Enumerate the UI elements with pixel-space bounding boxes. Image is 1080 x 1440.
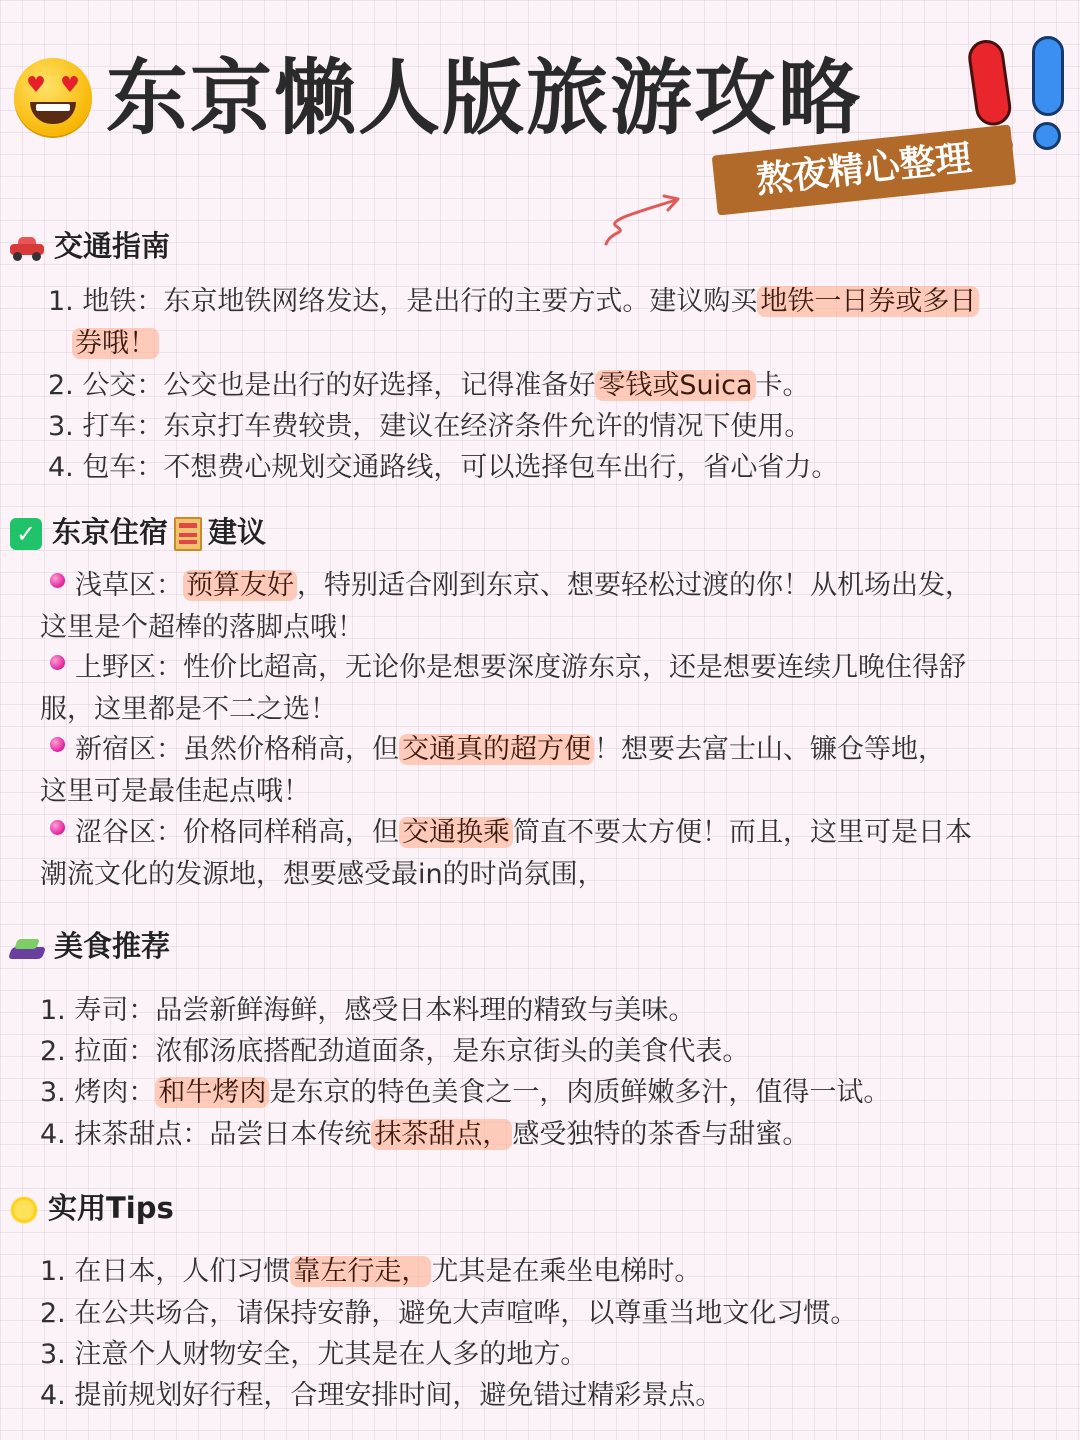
blue-exclamation-icon [1024, 36, 1068, 148]
check-icon: ✓ [10, 518, 42, 550]
section-heading-food: 美食推荐 [10, 926, 170, 966]
list-item: 浅草区： 预算友好 ，特别适合刚到东京、想要轻松过渡的你！从机场出发， [50, 566, 972, 606]
list-item: 2. 拉面：浓郁汤底搭配劲道面条，是东京街头的美食代表。 [40, 1036, 750, 1067]
list-item-continued [72, 324, 159, 364]
food-icon [10, 935, 44, 961]
list-item: 3. 打车：东京打车费较贵，建议在经济条件允许的情况下使用。 [48, 411, 812, 442]
list-item: 2. 在公共场合，请保持安静，避免大声喧哗，以尊重当地文化习惯。 [40, 1298, 858, 1329]
list-item: 1. 寿司：品尝新鲜海鲜，感受日本料理的精致与美味。 [40, 995, 696, 1026]
pin-icon [50, 573, 65, 588]
list-item: 3. 注意个人财物安全，尤其是在人多的地方。 [40, 1339, 588, 1370]
section-heading-tips: 实用Tips [10, 1188, 174, 1228]
heart-eyes-emoji-icon: ♥ ♥ [14, 58, 92, 136]
list-item: 4. 包车：不想费心规划交通路线，可以选择包车出行，省心省力。 [48, 452, 839, 483]
list-item: 4. 抹茶甜点：品尝日本传统 抹茶甜点， 感受独特的茶香与甜蜜。 [40, 1119, 810, 1150]
highlight: 地铁一日券或多日 [757, 286, 979, 317]
section-heading-transport: 交通指南 [10, 226, 170, 266]
list-item-continued: 这里是个超棒的落脚点哦！ [40, 612, 364, 643]
highlight: 预算友好 [183, 570, 297, 601]
pin-icon [50, 737, 65, 752]
highlight: 抹茶甜点， [371, 1119, 512, 1150]
list-item: 涩谷区：价格同样稍高，但 交通换乘 简直不要太方便！而且，这里可是日本 [50, 813, 972, 853]
list-item: 1. 地铁：东京地铁网络发达，是出行的主要方式。建议购买 地铁一日券或多日 [48, 282, 979, 322]
pin-icon [50, 655, 65, 670]
sun-icon [10, 1196, 38, 1224]
list-item-continued: 潮流文化的发源地，想要感受最in的时尚氛围， [40, 859, 605, 890]
arrow-doodle-icon [598, 190, 688, 250]
list-item-continued: 这里可是最佳起点哦！ [40, 776, 310, 807]
highlight: 交通真的超方便 [399, 734, 594, 765]
section-heading-lodging: ✓ 东京住宿 建议 [10, 512, 266, 552]
pin-icon [50, 820, 65, 835]
list-item: 2. 公交：公交也是出行的好选择，记得准备好 零钱或Suica 卡。 [48, 370, 810, 401]
list-item-continued: 服，这里都是不二之选！ [40, 694, 337, 725]
list-item: 1. 在日本，人们习惯 靠左行走， 尤其是在乘坐电梯时。 [40, 1256, 702, 1287]
highlight: 零钱或Suica [595, 370, 755, 401]
list-item: 3. 烤肉： 和牛烤肉 是东京的特色美食之一，肉质鲜嫩多汁，值得一试。 [40, 1077, 891, 1108]
list-item: 新宿区：虽然价格稍高，但 交通真的超方便 ！想要去富士山、镰仓等地， [50, 730, 945, 770]
page-title: 东京懒人版旅游攻略 [106, 51, 863, 146]
highlight: 券哦！ [72, 328, 159, 359]
car-icon [10, 237, 44, 259]
list-item: 上野区：性价比超高，无论你是想要深度游东京，还是想要连续几晚住得舒 [50, 648, 966, 688]
highlight: 和牛烤肉 [155, 1077, 269, 1108]
list-item: 4. 提前规划好行程，合理安排时间，避免错过精彩景点。 [40, 1380, 723, 1411]
hotel-icon [174, 517, 202, 551]
highlight: 靠左行走， [290, 1256, 431, 1287]
subtitle-badge: 熬夜精心整理 [712, 124, 1017, 215]
highlight: 交通换乘 [399, 817, 513, 848]
